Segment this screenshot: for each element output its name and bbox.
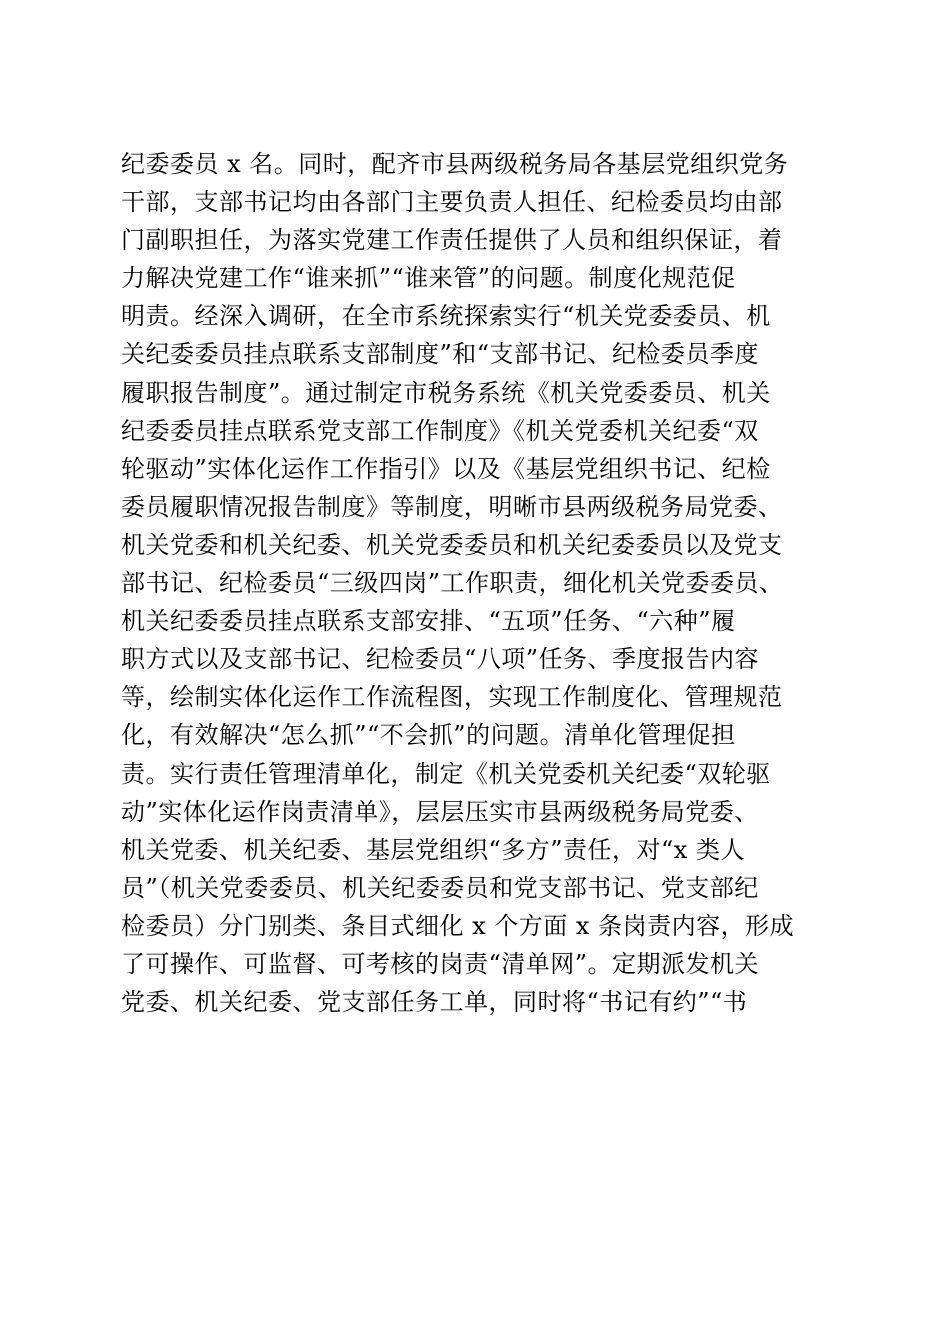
text-line: 党委、机关纪委、党支部任务工单，同时将“书记有约”“书 xyxy=(121,988,748,1017)
text-line: 关纪委委员挂点联系支部制度”和“支部书记、纪检委员季度 xyxy=(121,340,760,369)
text-line: 门副职担任，为落实党建工作责任提供了人员和组织保证，着 xyxy=(121,226,783,255)
text-line: 机关纪委委员挂点联系支部安排、“五项”任务、“六种”履 xyxy=(121,607,736,636)
text-line: 了可操作、可监督、可考核的岗责“清单网”。定期派发机关 xyxy=(121,949,760,978)
text-line: 履职报告制度”。通过制定市税务系统《机关党委委员、机关 xyxy=(121,378,771,407)
text-line: 干部，支部书记均由各部门主要负责人担任、纪检委员均由部 xyxy=(121,188,783,217)
body-paragraph xyxy=(121,145,836,1021)
text-line: 职方式以及支部书记、纪检委员“八项”任务、季度报告内容 xyxy=(121,645,760,674)
text-line: 力解决党建工作“谁来抓”“谁来管”的问题。制度化规范促 xyxy=(121,264,736,293)
text-line: 纪委委员 x 名。同时，配齐市县两级税务局各基层党组织党务 xyxy=(121,150,789,178)
text-line: 机关党委和机关纪委、机关党委委员和机关纪委委员以及党支 xyxy=(121,530,783,559)
text-line: 部书记、纪检委员“三级四岗”工作职责，细化机关党委委员、 xyxy=(121,569,784,598)
text-line: 轮驱动”实体化运作工作指引》以及《基层党组织书记、纪检 xyxy=(121,454,771,483)
text-line: 检委员）分门别类、条目式细化 x 个方面 x 条岗责内容，形成 xyxy=(121,911,795,940)
text-line: 明责。经深入调研，在全市系统探索实行“机关党委委员、机 xyxy=(121,302,771,331)
text-line: 动”实体化运作岗责清单》，层层压实市县两级税务局党委、 xyxy=(121,797,759,826)
text-line: 化，有效解决“怎么抓”“不会抓”的问题。清单化管理促担 xyxy=(121,721,736,750)
text-line: 员”（机关党委委员、机关纪委委员和党支部书记、党支部纪 xyxy=(121,873,759,902)
text-line: 委员履职情况报告制度》等制度，明晰市县两级税务局党委、 xyxy=(121,492,783,521)
text-line: 机关党委、机关纪委、基层党组织“多方”责任，对“x 类人 xyxy=(121,835,745,864)
text-line: 等，绘制实体化运作工作流程图，实现工作制度化、管理规范 xyxy=(121,683,783,712)
text-line: 纪委委员挂点联系党支部工作制度》《机关党委机关纪委“双 xyxy=(121,416,759,445)
text-line: 责。实行责任管理清单化，制定《机关党委机关纪委“双轮驱 xyxy=(121,759,771,788)
